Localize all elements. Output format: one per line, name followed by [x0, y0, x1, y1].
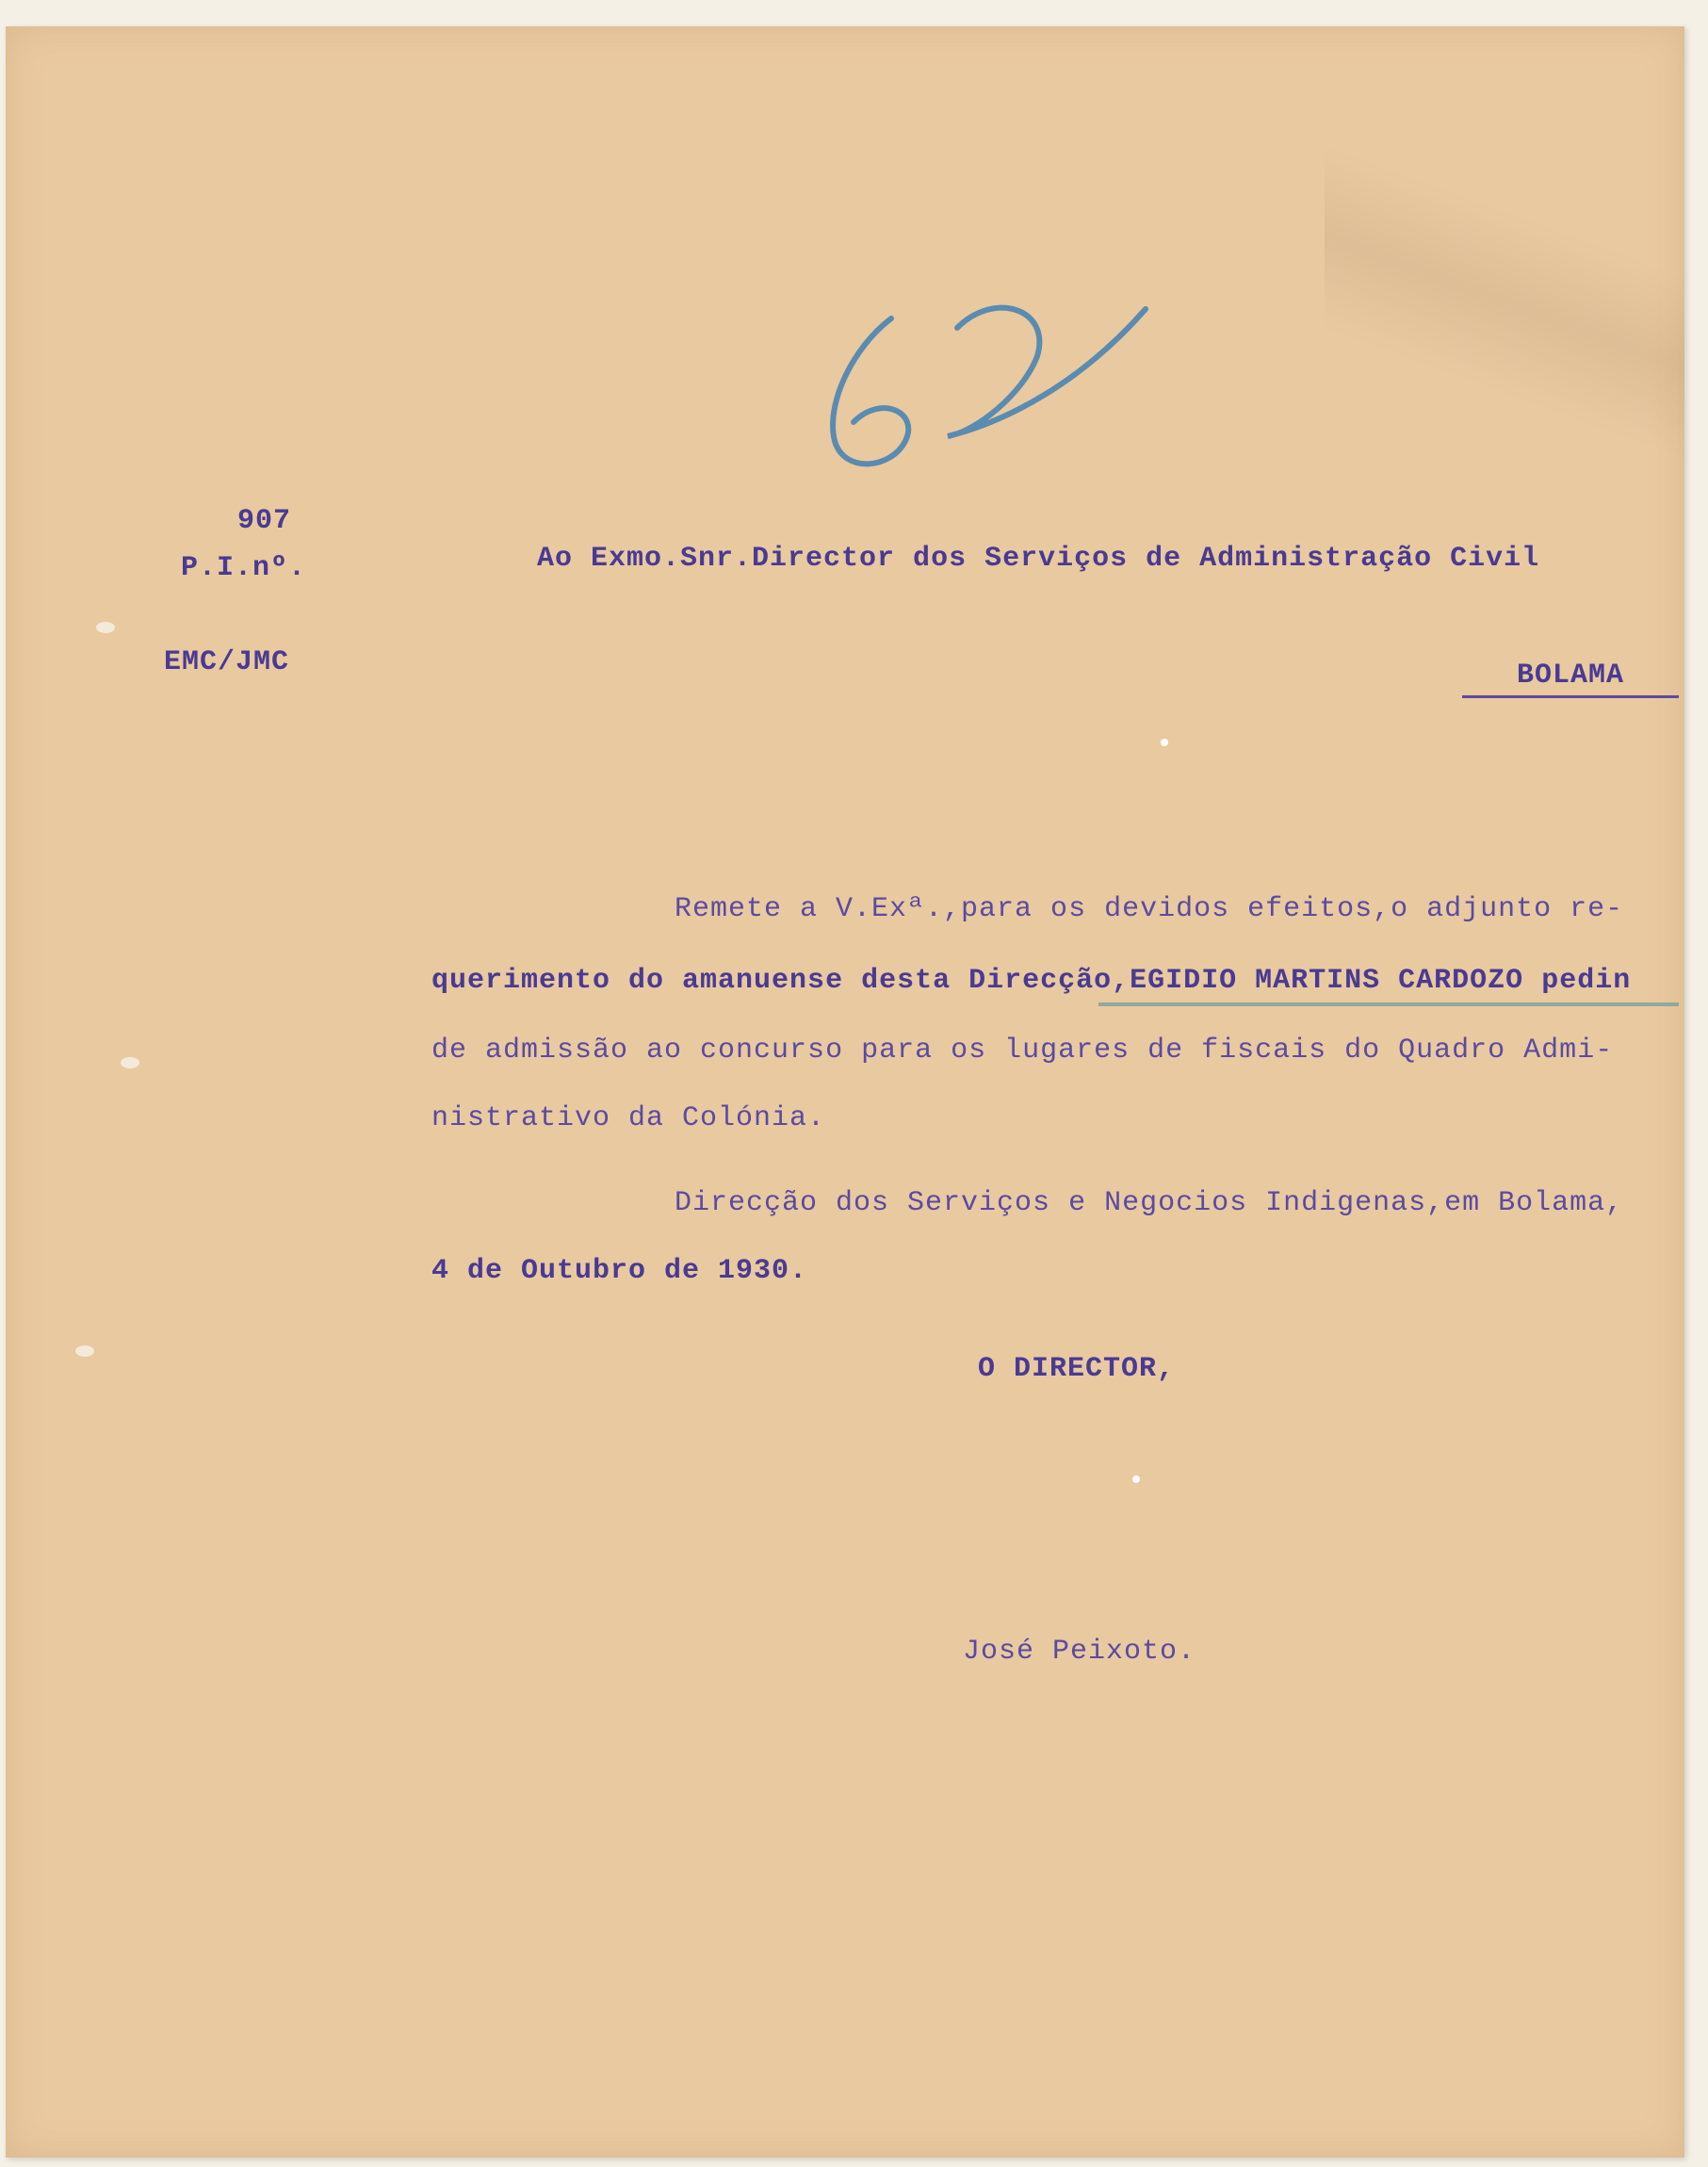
paper-fold [1325, 26, 1684, 516]
reference-initials: EMC/JMC [164, 646, 290, 678]
punch-mark [96, 622, 115, 633]
punch-mark [121, 1057, 139, 1068]
addressee-line: Ao Exmo.Snr.Director dos Serviços de Administração Civil [537, 543, 1540, 575]
signatory-name: José Peixoto. [963, 1636, 1196, 1668]
paper-speck [1161, 739, 1168, 746]
closing-date-line: 4 de Outubro de 1930. [431, 1255, 808, 1287]
signatory-title: O DIRECTOR, [978, 1353, 1176, 1385]
body-line-4: nistrativo da Colónia. [431, 1102, 826, 1134]
body-line-2 [431, 965, 1631, 997]
body-line-2-start: querimento do amanuense desta Direcção, [431, 965, 1131, 997]
punch-mark [75, 1345, 94, 1357]
body-line-3: de admissão ao concurso para os lugares de fiscais do Quadro Admi- [431, 1035, 1614, 1067]
body-line-1: Remete a V.Exª.,para os devidos efeitos,o adjunto re- [675, 893, 1624, 925]
closing-place-line: Direcção dos Serviços e Negocios Indigenas,em Bolama, [675, 1187, 1624, 1219]
reference-number: 907 [237, 505, 292, 537]
place-underline [1462, 695, 1679, 698]
handwritten-folio-number [816, 281, 1174, 488]
name-underline [1098, 1002, 1679, 1006]
document-sheet [6, 26, 1684, 2158]
handwritten-folio-text [816, 281, 817, 282]
paper-speck [1132, 1475, 1140, 1483]
folio-62-drawing [816, 281, 1174, 488]
addressee-place: BOLAMA [1517, 660, 1625, 692]
body-line-2-name: EGIDIO MARTINS CARDOZO [1130, 965, 1524, 997]
reference-label: P.I.nº. [181, 552, 307, 584]
body-line-2-end: pedin [1523, 965, 1632, 997]
